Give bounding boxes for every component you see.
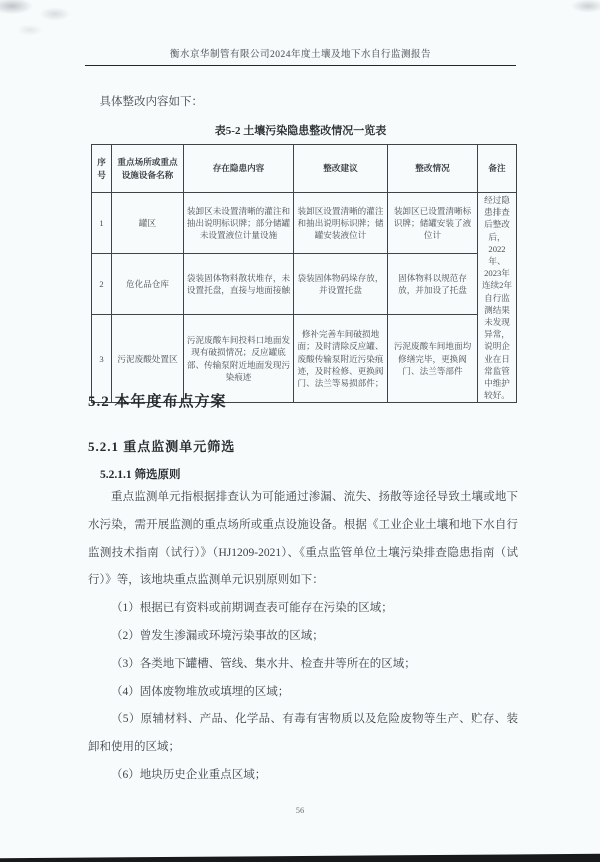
- cell-remark: 经过隐患排查后整改后，2022年、2023年连续2年自行监测结果未发现异常，说明企业在日常监管中维护较好。: [478, 193, 517, 403]
- scan-noise-top-right: [550, 0, 600, 30]
- col-header-place: 重点场所或重点设施设备名称: [112, 145, 184, 193]
- table-header-row: [92, 145, 517, 193]
- list-item-4: （4）固体废物堆放或填埋的区域；: [111, 685, 290, 698]
- col-header-hazard: 存在隐患内容: [184, 145, 294, 193]
- col-header-status: 整改情况: [388, 145, 478, 193]
- cell-seq: 1: [92, 193, 112, 254]
- body-text: [88, 484, 518, 790]
- page-number: 56: [295, 805, 305, 815]
- cell-seq: 3: [92, 314, 112, 403]
- intro-text: 具体整改内容如下：: [99, 96, 203, 108]
- section-heading-5-2-1: 5.2.1 重点监测单元筛选: [88, 439, 236, 454]
- principles-paragraph: 重点监测单元指根据排查认为可能通过渗漏、流失、扬散等途径导致土壤或地下水污染，需开展监测的重点场所或重点设施设备。根据《工业企业土壤和地下水自行监测技术指南（试行）》（HJ1209-2021）、《重点监管单位土壤污染排查隐患指南（试行）》等，该地块重点监测单元识别原则如下：: [88, 491, 518, 587]
- cell-status: 装卸区已设置清晰标识牌；储罐安装了液位计: [388, 193, 478, 254]
- table-title: 表5-2 土壤污染隐患整改情况一览表: [214, 125, 387, 137]
- table-row: [92, 253, 517, 314]
- cell-suggestion: 袋装固体物码垛存放，并设置托盘: [294, 253, 388, 314]
- cell-seq: 2: [92, 253, 112, 314]
- cell-status: 固体物料以规范存放，并加设了托盘: [388, 253, 478, 314]
- table-row: [92, 193, 517, 254]
- page-header: 衡水京华制管有限公司2024年度土壤及地下水自行监测报告: [85, 46, 516, 66]
- cell-hazard: 装卸区未设置清晰的灌注和抽出说明标识牌；部分储罐未设置液位计量设施: [184, 193, 294, 254]
- cell-place: 罐区: [112, 193, 184, 254]
- list-item-1: （1）根据已有资料或前期调查表可能存在污染的区域；: [111, 602, 393, 615]
- list-item-6: （6）地块历史企业重点区域；: [111, 768, 267, 781]
- col-header-suggestion: 整改建议: [294, 145, 388, 193]
- cell-hazard: 污泥废酸车间投料口地面发现有破损情况；反应罐底部、传输泵附近地面发现污染痕迹: [184, 314, 294, 403]
- col-header-seq: 序号: [92, 145, 112, 193]
- scan-noise-top-left: [0, 0, 90, 42]
- cell-suggestion: 修补完善车间破损地面；及时清除反应罐、废酸传输泵附近污染痕迹，及时检修、更换阀门、法兰等易损部件；: [294, 314, 388, 403]
- section-heading-5-2-1-1: 5.2.1.1 筛选原则: [100, 469, 181, 481]
- cell-status: 污泥废酸车间地面均修缮完毕，更换阀门、法兰等部件: [388, 314, 478, 403]
- list-item-5: （5）原辅材料、产品、化学品、有毒有害物质以及危险废物等生产、贮存、装卸和使用的区域；: [88, 713, 518, 754]
- list-item-3: （3）各类地下罐槽、管线、集水井、检查井等所在的区域；: [111, 657, 416, 670]
- col-header-remark: 备注: [478, 145, 517, 193]
- cell-hazard: 袋装固体物料散状堆存，未设置托盘，直接与地面接触: [184, 253, 294, 314]
- cell-place: 污泥废酸处置区: [112, 314, 184, 403]
- scan-edge-artifact: [0, 852, 600, 862]
- remediation-table: [91, 144, 517, 403]
- cell-place: 危化品仓库: [112, 253, 184, 314]
- list-item-2: （2）曾发生渗漏或环境污染事故的区域；: [111, 629, 324, 642]
- cell-suggestion: 装卸区设置清晰的灌注和抽出说明标识牌；储罐安装液位计: [294, 193, 388, 254]
- section-heading-5-2: 5.2 本年度布点方案: [88, 394, 227, 410]
